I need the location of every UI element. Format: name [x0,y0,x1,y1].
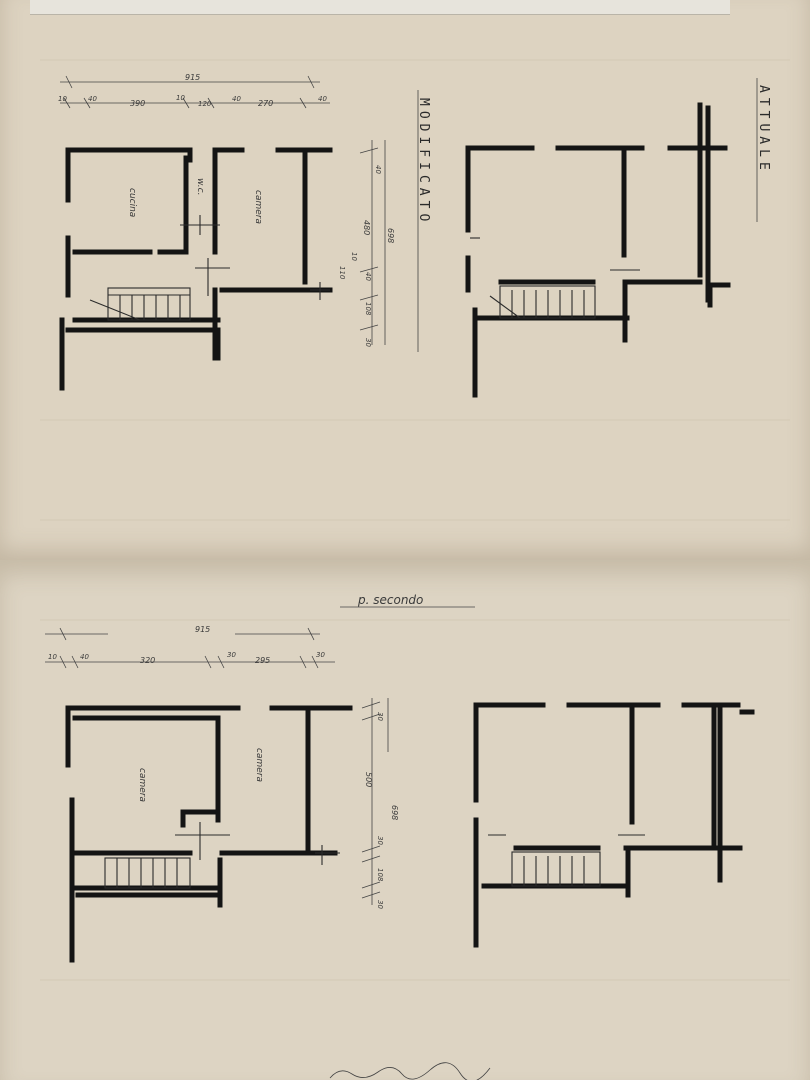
dim-top-3: 390 [130,99,146,108]
dim-bottom-4: 30 [227,651,236,659]
room-label-wc: w.c. [195,178,205,196]
label-modificato: MODIFICATO [416,98,431,227]
plan-current-bottom [476,705,752,945]
dim-right-7: 30 [364,338,372,347]
dim-bottom-1: 10 [48,653,57,661]
room-label-bottom-2: camera [254,748,264,782]
floor-label: p. secondo [358,593,424,607]
dim-bottom-right-1: 30 [376,712,384,721]
dim-top-2: 40 [88,95,97,103]
dim-right-2: 480 [362,220,371,236]
plan-modified-top [60,76,385,388]
room-label-bedroom: camera [253,190,263,224]
dim-bottom-2: 40 [80,653,89,661]
room-label-kitchen: cucina [127,188,137,218]
dim-top-8: 40 [318,95,327,103]
dim-right-3: 10 [350,252,358,261]
dim-bottom-right-4: 108 [376,868,384,882]
paper-grid [40,60,790,980]
dim-right-4: 110 [338,266,346,280]
dim-right-6: 108 [364,302,372,316]
dim-right-1: 40 [374,165,382,174]
dim-top-6: 40 [232,95,241,103]
dim-right-total: 698 [386,228,395,244]
dim-right-5: 40 [364,272,372,281]
plan-modified-bottom [45,628,388,960]
dim-bottom-5: 295 [255,656,271,665]
plan-current-top [468,105,728,395]
dim-bottom-total: 915 [195,625,211,634]
dim-bottom-6: 30 [316,651,325,659]
dim-bottom-right-5: 30 [376,900,384,909]
dim-bottom-3: 320 [140,656,156,665]
footer-handwriting [330,1063,490,1080]
dim-top-7: 270 [258,99,274,108]
label-attuale: ATTUALE [756,85,771,175]
dim-bottom-right-2: 500 [364,772,373,788]
dim-top-1: 10 [58,95,67,103]
room-label-bottom-1: camera [137,768,147,802]
dim-top-5: 120 [198,100,212,108]
dim-bottom-right-3: 30 [376,836,384,845]
dim-top-4: 10 [176,94,185,102]
dim-top-total: 915 [185,73,201,82]
dim-bottom-right-total: 698 [390,805,399,821]
